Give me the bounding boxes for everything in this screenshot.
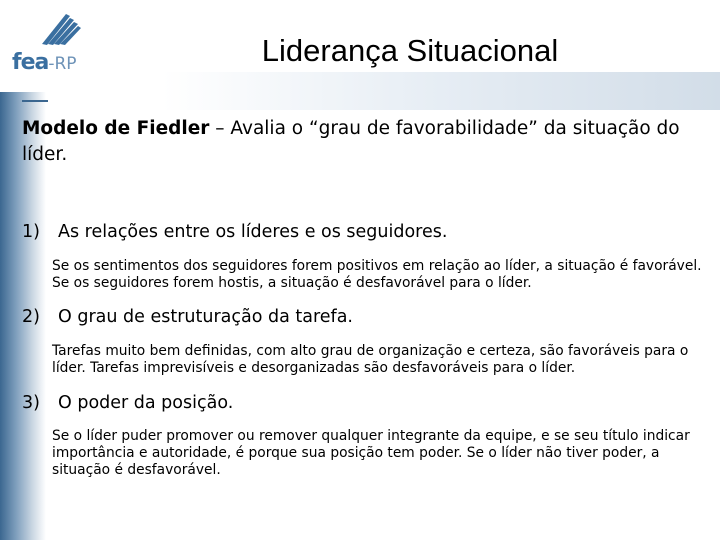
- item-heading-text: O grau de estruturação da tarefa.: [58, 307, 353, 327]
- page-title: Liderança Situacional: [261, 33, 559, 68]
- wing-icon: [8, 10, 98, 50]
- header-accent-line: [22, 100, 48, 102]
- intro-rest: – Avalia o “grau de favorabilidade” da situação do líder.: [22, 118, 680, 165]
- fea-rp-logo: [8, 10, 98, 75]
- intro-bold: Modelo de Fiedler: [22, 118, 210, 139]
- intro-paragraph: [22, 116, 712, 168]
- list-item-description: Tarefas muito bem definidas, com alto grau de organização e certeza, são favoráveis para o líder. Tarefas imprevisíveis e desorganizadas são desfavoráveis para o líder.: [52, 343, 689, 376]
- list-item-description: Se os sentimentos dos seguidores forem positivos em relação ao líder, a situação é favorável. Se os seguidores forem hostis, a situação é desfavorável para o líder.: [52, 258, 702, 291]
- logo-main-text: fea: [12, 50, 49, 75]
- logo-sub-text: -RP: [48, 54, 77, 74]
- list-item-heading: [22, 221, 447, 243]
- list-item-heading: [22, 392, 233, 414]
- item-number: 1): [22, 222, 40, 242]
- item-number: 3): [22, 393, 40, 413]
- item-number: 2): [22, 307, 40, 327]
- header-band: [22, 72, 720, 110]
- logo-text: [12, 50, 77, 75]
- item-heading-text: O poder da posição.: [58, 393, 234, 413]
- list-item-heading: [22, 306, 353, 328]
- item-heading-text: As relações entre os líderes e os seguidores.: [58, 222, 448, 242]
- list-item-description: Se o líder puder promover ou remover qualquer integrante da equipe, e se seu título indicar importância e autoridade, é porque sua posição tem poder. Se o líder não tiver poder, a situação é desfavorável.: [52, 428, 690, 478]
